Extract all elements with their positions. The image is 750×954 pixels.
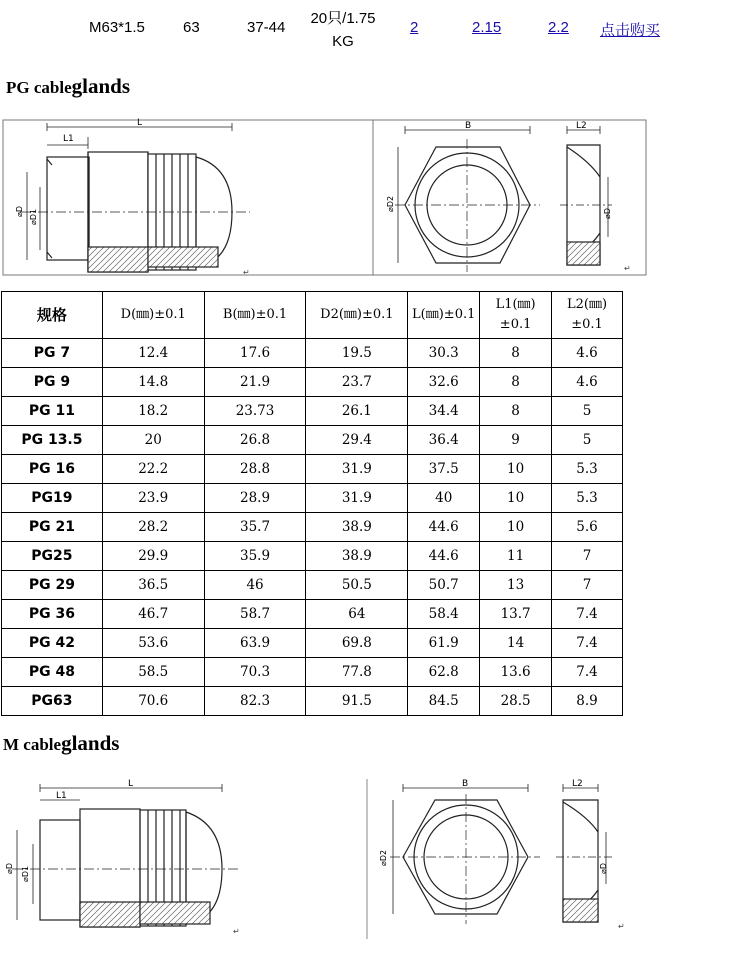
value-cell: 5 — [552, 397, 623, 426]
value-cell: 7 — [552, 571, 623, 600]
nut-side-view — [560, 126, 612, 265]
value-cell: 50.5 — [306, 571, 408, 600]
dim-D-nut: ⌀D — [599, 863, 608, 874]
value-cell: 63 — [183, 19, 200, 36]
value-cell: 38.9 — [306, 542, 408, 571]
value-cell: 31.9 — [306, 455, 408, 484]
value-cell: 13 — [480, 571, 552, 600]
model-cell: M63*1.5 — [89, 19, 145, 36]
pg-title-large: glands — [71, 74, 131, 98]
value-cell: 63.9 — [204, 629, 306, 658]
table-row — [2, 455, 623, 484]
value-cell: 28.9 — [204, 484, 306, 513]
dim-L2: L2 — [576, 121, 587, 131]
value-cell: 20 — [102, 426, 204, 455]
value-cell: 35.9 — [204, 542, 306, 571]
value-cell: 17.6 — [204, 339, 306, 368]
price-link-2[interactable]: 2.15 — [472, 19, 502, 36]
table-row — [2, 658, 623, 687]
weight-line2: KG — [332, 33, 354, 50]
value-cell: 37.5 — [408, 455, 480, 484]
value-cell: 91.5 — [306, 687, 408, 716]
value-cell: 64 — [306, 600, 408, 629]
gland-side-view — [12, 784, 240, 927]
value-cell: 31.9 — [306, 484, 408, 513]
nut-front-view — [395, 126, 540, 272]
value-cell: 70.6 — [102, 687, 204, 716]
dim-D-nut: ⌀D — [603, 208, 612, 219]
m-title-large: glands — [61, 731, 120, 755]
spec-cell: PG 36 — [2, 600, 103, 629]
value-cell: 28.5 — [480, 687, 552, 716]
value-cell: 22.2 — [102, 455, 204, 484]
value-cell: 13.7 — [480, 600, 552, 629]
value-cell: 77.8 — [306, 658, 408, 687]
nut-front-view — [390, 784, 540, 924]
table-row — [2, 513, 623, 542]
price-link-1[interactable]: 2 — [410, 19, 419, 36]
value-cell: 36.4 — [408, 426, 480, 455]
value-cell: 8.9 — [552, 687, 623, 716]
value-cell: 84.5 — [408, 687, 480, 716]
table-row — [2, 687, 623, 716]
return-mark: ↵ — [233, 927, 240, 936]
value-cell: 70.3 — [204, 658, 306, 687]
previous-table-last-row — [0, 0, 750, 56]
value-cell: 7.4 — [552, 600, 623, 629]
table-row — [2, 571, 623, 600]
dim-D: ⌀D — [5, 863, 14, 874]
table-row — [2, 484, 623, 513]
buy-link[interactable]: 点击购买 — [600, 22, 661, 39]
value-cell: 21.9 — [204, 368, 306, 397]
value-cell: 32.6 — [408, 368, 480, 397]
dim-L1: L1 — [56, 791, 67, 801]
value-cell: 8 — [480, 397, 552, 426]
spec-cell: PG19 — [2, 484, 103, 513]
value-cell: 11 — [480, 542, 552, 571]
value-cell: 5.3 — [552, 455, 623, 484]
spec-cell: PG 16 — [2, 455, 103, 484]
dim-B: B — [465, 121, 472, 131]
header-l1: L1(㎜)±0.1 — [480, 292, 552, 339]
pg-spec-table — [1, 291, 623, 716]
value-cell: 23.73 — [204, 397, 306, 426]
return-mark: ↵ — [243, 268, 250, 277]
table-row — [2, 339, 623, 368]
value-cell: 5.3 — [552, 484, 623, 513]
dim-D2: ⌀D2 — [379, 849, 388, 866]
value-cell: 14 — [480, 629, 552, 658]
spec-cell: PG63 — [2, 687, 103, 716]
value-cell: 23.7 — [306, 368, 408, 397]
header-spec: 规格 — [2, 292, 103, 339]
spec-cell: PG 9 — [2, 368, 103, 397]
value-cell: 53.6 — [102, 629, 204, 658]
value-cell: 58.5 — [102, 658, 204, 687]
return-mark: ↵ — [624, 264, 631, 273]
m-gland-drawing — [0, 774, 650, 944]
dim-L: L — [128, 779, 134, 789]
weight-line1: 20只/1.75 — [310, 10, 376, 27]
header-b: B(㎜)±0.1 — [204, 292, 306, 339]
value-cell: 4.6 — [552, 368, 623, 397]
table-header-row — [2, 292, 623, 339]
value-cell: 35.7 — [204, 513, 306, 542]
dim-D2: ⌀D2 — [386, 195, 395, 212]
range-cell: 37-44 — [247, 19, 286, 36]
value-cell: 13.6 — [480, 658, 552, 687]
value-cell: 28.2 — [102, 513, 204, 542]
value-cell: 4.6 — [552, 339, 623, 368]
dim-L: L — [137, 118, 143, 128]
value-cell: 82.3 — [204, 687, 306, 716]
value-cell: 9 — [480, 426, 552, 455]
pg-section-title — [6, 73, 130, 100]
table-row — [2, 600, 623, 629]
weight-cell — [298, 7, 388, 53]
value-cell: 10 — [480, 455, 552, 484]
value-cell: 18.2 — [102, 397, 204, 426]
value-cell: 26.8 — [204, 426, 306, 455]
value-cell: 40 — [408, 484, 480, 513]
value-cell: 5.6 — [552, 513, 623, 542]
dim-D: ⌀D — [15, 206, 24, 217]
gland-side-view — [20, 123, 250, 272]
value-cell: 44.6 — [408, 513, 480, 542]
value-cell: 8 — [480, 368, 552, 397]
spec-cell: PG 42 — [2, 629, 103, 658]
pg-title-small: PG cable — [6, 78, 72, 97]
header-d2: D2(㎜)±0.1 — [306, 292, 408, 339]
table-row — [2, 368, 623, 397]
value-cell: 7 — [552, 542, 623, 571]
value-cell: 14.8 — [102, 368, 204, 397]
table-row — [2, 426, 623, 455]
value-cell: 30.3 — [408, 339, 480, 368]
value-cell: 7.4 — [552, 629, 623, 658]
dim-D1: ⌀D1 — [21, 865, 30, 882]
spec-cell: PG 13.5 — [2, 426, 103, 455]
dim-D1: ⌀D1 — [29, 208, 38, 225]
value-cell: 46 — [204, 571, 306, 600]
nut-side-view — [556, 784, 612, 922]
table-row — [2, 397, 623, 426]
value-cell: 69.8 — [306, 629, 408, 658]
spec-cell: PG 11 — [2, 397, 103, 426]
table-row — [2, 629, 623, 658]
value-cell: 61.9 — [408, 629, 480, 658]
table-row — [2, 542, 623, 571]
value-cell: 29.4 — [306, 426, 408, 455]
value-cell: 28.8 — [204, 455, 306, 484]
m-title-small: M cable — [3, 735, 62, 754]
spec-cell: PG25 — [2, 542, 103, 571]
value-cell: 12.4 — [102, 339, 204, 368]
value-cell: 8 — [480, 339, 552, 368]
header-l: L(㎜)±0.1 — [408, 292, 480, 339]
dim-B: B — [462, 779, 469, 789]
value-cell: 23.9 — [102, 484, 204, 513]
spec-cell: PG 7 — [2, 339, 103, 368]
value-cell: 50.7 — [408, 571, 480, 600]
value-cell: 7.4 — [552, 658, 623, 687]
dim-L2: L2 — [572, 779, 583, 789]
value-cell: 10 — [480, 484, 552, 513]
value-cell: 29.9 — [102, 542, 204, 571]
header-l2: L2(㎜)±0.1 — [552, 292, 623, 339]
m-section-title — [3, 730, 119, 757]
spec-cell: PG 21 — [2, 513, 103, 542]
value-cell: 44.6 — [408, 542, 480, 571]
header-d: D(㎜)±0.1 — [102, 292, 204, 339]
value-cell: 58.4 — [408, 600, 480, 629]
price-link-3[interactable]: 2.2 — [548, 19, 569, 36]
value-cell: 62.8 — [408, 658, 480, 687]
value-cell: 46.7 — [102, 600, 204, 629]
value-cell: 36.5 — [102, 571, 204, 600]
spec-cell: PG 29 — [2, 571, 103, 600]
spec-cell: PG 48 — [2, 658, 103, 687]
value-cell: 5 — [552, 426, 623, 455]
dim-L1: L1 — [63, 134, 74, 144]
value-cell: 34.4 — [408, 397, 480, 426]
return-mark: ↵ — [618, 922, 625, 931]
value-cell: 38.9 — [306, 513, 408, 542]
value-cell: 19.5 — [306, 339, 408, 368]
value-cell: 26.1 — [306, 397, 408, 426]
pg-gland-drawing — [0, 117, 650, 280]
value-cell: 58.7 — [204, 600, 306, 629]
value-cell: 10 — [480, 513, 552, 542]
